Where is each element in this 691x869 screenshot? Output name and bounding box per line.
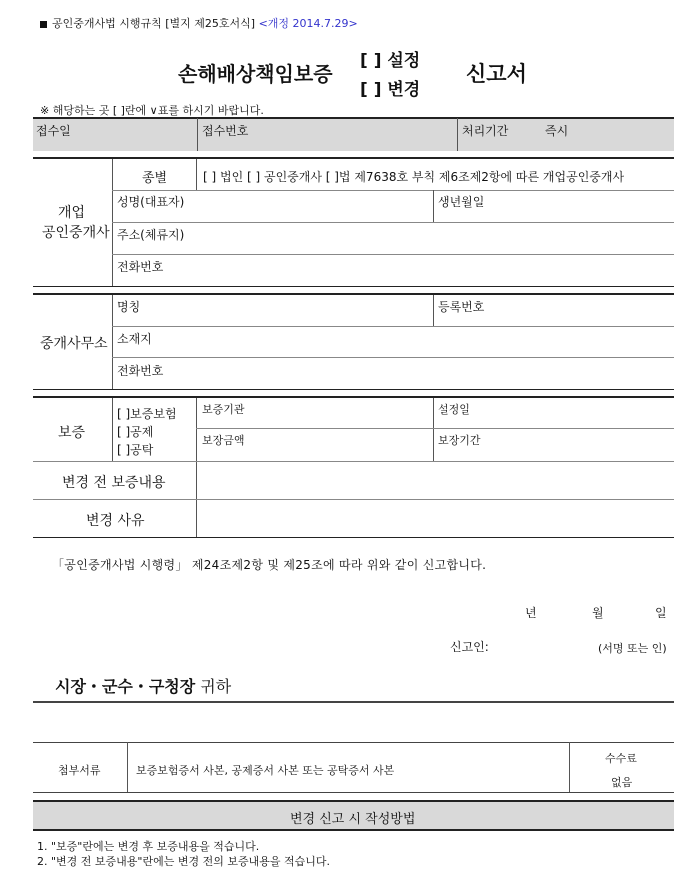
guarantee-option-mutual-aid[interactable]: [ ]공제 — [117, 425, 154, 439]
instruction-item-2: 2. "변경 전 보증내용"란에는 변경 전의 보증내용을 적습니다. — [37, 855, 330, 868]
agent-type-label: 종별 — [142, 171, 168, 186]
reporter-label: 신고인: — [450, 640, 489, 654]
office-reg-label: 등록번호 — [438, 300, 485, 314]
date-month: 월 — [592, 606, 604, 620]
fee-label: 수수료 — [605, 752, 637, 765]
option-establish[interactable]: [ ] 설정 — [360, 51, 421, 71]
recipient-suffix: 귀하 — [200, 677, 232, 696]
form-reference — [40, 15, 358, 31]
form-title-main: 손해배상책임보증 — [178, 62, 333, 86]
receipt-date-label: 접수일 — [36, 124, 71, 138]
processing-period-value: 즉시 — [545, 124, 569, 138]
fee-value: 없음 — [611, 776, 633, 789]
agent-section-line2: 공인중개사 — [42, 225, 110, 241]
reporter-sign: (서명 또는 인) — [598, 642, 667, 655]
declaration-text: 「공인중개사법 시행령」 제24조제2항 및 제25조에 따라 위와 같이 신고합니다. — [52, 558, 487, 572]
agent-phone-label: 전화번호 — [117, 260, 164, 274]
guarantee-start-label: 설정일 — [438, 403, 470, 416]
agent-address-label: 주소(체류지) — [117, 228, 185, 242]
guarantee-amount-label: 보장금액 — [202, 434, 245, 447]
recipient-title: 시장・군수・구청장 — [55, 677, 196, 696]
guarantee-org-label: 보증기관 — [202, 403, 245, 416]
guarantee-option-insurance[interactable]: [ ]보증보험 — [117, 407, 177, 421]
office-section-label: 중개사무소 — [40, 336, 108, 352]
receipt-number-label: 접수번호 — [202, 124, 249, 138]
form-title-suffix: 신고서 — [466, 62, 527, 86]
agent-section-line1: 개업 — [58, 205, 86, 221]
office-name-label: 명칭 — [117, 300, 141, 314]
receipt-band — [33, 117, 674, 151]
agent-name-label: 성명(대표자) — [117, 195, 185, 209]
attachment-label: 첨부서류 — [58, 764, 101, 777]
instructions-title: 변경 신고 시 작성방법 — [290, 812, 416, 827]
instruction-note: ※ 해당하는 곳 [ ]란에 ∨표를 하시기 바랍니다. — [40, 104, 264, 117]
guarantee-section-label: 보증 — [58, 425, 86, 441]
office-location-label: 소재지 — [117, 332, 152, 346]
guarantee-option-deposit[interactable]: [ ]공탁 — [117, 443, 154, 457]
revision-date: <개정 2014.7.29> — [258, 17, 358, 30]
square-bullet-icon — [40, 21, 47, 28]
processing-period-label: 처리기간 — [462, 124, 509, 138]
before-change-label: 변경 전 보증내용 — [62, 475, 166, 491]
recipient — [55, 674, 231, 697]
option-change[interactable]: [ ] 변경 — [360, 80, 421, 100]
guarantee-period-label: 보장기간 — [438, 434, 481, 447]
instruction-item-1: 1. "보증"란에는 변경 후 보증내용을 적습니다. — [37, 840, 260, 853]
law-reference: 공인중개사법 시행규칙 [별지 제25호서식] — [52, 17, 256, 30]
office-phone-label: 전화번호 — [117, 364, 164, 378]
attachment-content: 보증보험증서 사본, 공제증서 사본 또는 공탁증서 사본 — [136, 764, 395, 777]
agent-type-options[interactable]: [ ] 법인 [ ] 공인중개사 [ ]법 제7638호 부칙 제6조제2항에 따른 개업공인중개사 — [203, 170, 625, 184]
date-day: 일 — [655, 606, 667, 620]
agent-birth-label: 생년월일 — [438, 195, 485, 209]
change-reason-label: 변경 사유 — [86, 513, 145, 529]
date-year: 년 — [525, 606, 537, 620]
